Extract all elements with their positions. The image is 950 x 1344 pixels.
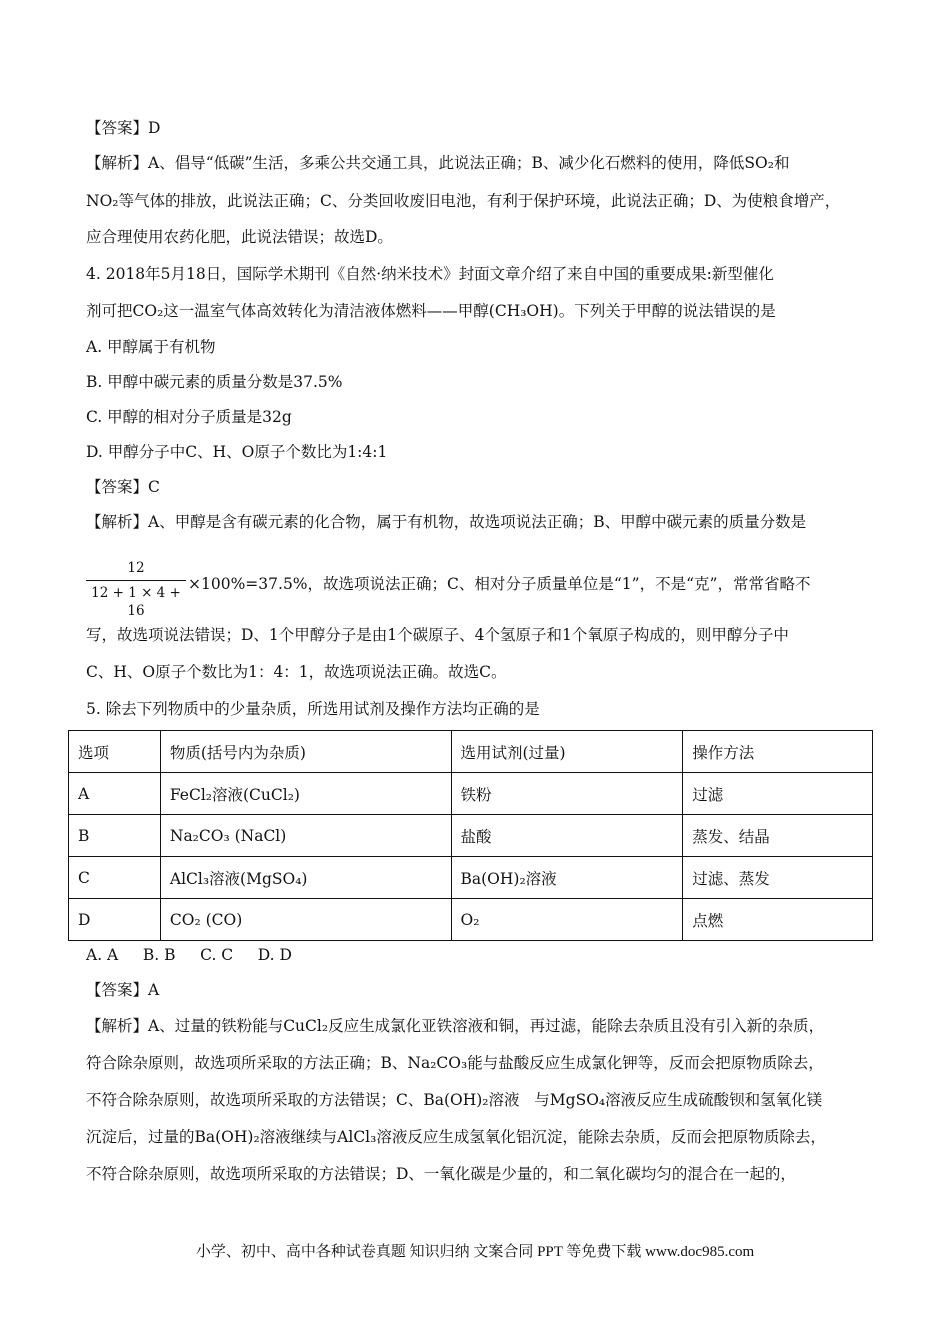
table-cell: O₂ — [451, 899, 683, 941]
options-5: A. A B. B C. C D. D — [86, 946, 292, 964]
table-row — [69, 815, 873, 857]
table-cell: CO₂ (CO) — [160, 899, 451, 941]
analysis-4-line4: C、H、O原子个数比为1：4：1，故选项说法正确。故选C。 — [86, 663, 507, 681]
table-cell: 选项 — [69, 731, 161, 773]
table-cell: Na₂CO₃ (NaCl) — [160, 815, 451, 857]
table-cell: 过滤 — [683, 773, 873, 815]
analysis-3-line3: 应合理使用农药化肥，此说法错误；故选D。 — [86, 228, 393, 246]
table-cell: 点燃 — [683, 899, 873, 941]
table-header-row — [69, 731, 873, 773]
answer-4: 【答案】C — [86, 478, 160, 496]
table-cell: AlCl₃溶液(MgSO₄) — [160, 857, 451, 899]
answer-3: 【答案】D — [86, 119, 161, 137]
table-cell: Ba(OH)₂溶液 — [451, 857, 683, 899]
table-cell: D — [69, 899, 161, 941]
table-cell: FeCl₂溶液(CuCl₂) — [160, 773, 451, 815]
analysis-3-line1: 【解析】A、倡导“低碳”生活，多乘公共交通工具，此说法正确；B、减少化石燃料的使用，降低SO₂和 — [86, 154, 790, 172]
table-row — [69, 773, 873, 815]
mass-fraction-formula — [86, 558, 186, 620]
options-table — [68, 730, 873, 941]
analysis-4-line1: 【解析】A、甲醇是含有碳元素的化合物，属于有机物，故选项说法正确；B、甲醇中碳元素的质量分数是 — [86, 513, 807, 531]
table-cell: 铁粉 — [451, 773, 683, 815]
analysis-5-line3: 不符合除杂原则，故选项所采取的方法错误；C、Ba(OH)₂溶液 与MgSO₄溶液反应生成硫酸钡和氢氧化镁 — [86, 1091, 823, 1109]
analysis-5-line4: 沉淀后，过量的Ba(OH)₂溶液继续与AlCl₃溶液反应生成氢氧化铝沉淀，能除去杂质，反而会把原物质除去， — [86, 1128, 826, 1146]
answer-5: 【答案】A — [86, 981, 160, 999]
table-cell: 过滤、蒸发 — [683, 857, 873, 899]
analysis-5-line5: 不符合除杂原则，故选项所采取的方法错误；D、一氧化碳是少量的，和二氧化碳均匀的混合在一起的， — [86, 1165, 796, 1183]
option-4c: C. 甲醇的相对分子质量是32g — [86, 408, 292, 426]
formula-denominator: 12 + 1 × 4 + 16 — [91, 585, 181, 619]
analysis-5-line1: 【解析】A、过量的铁粉能与CuCl₂反应生成氯化亚铁溶液和铜，再过滤，能除去杂质且没有引入新的杂质， — [86, 1017, 825, 1035]
table-cell: 物质(括号内为杂质) — [160, 731, 451, 773]
question-4-line2: 剂可把CO₂这一温室气体高效转化为清洁液体燃料——甲醇(CH₃OH)。下列关于甲醇的说法错误的是 — [86, 302, 776, 320]
page-footer: 小学、初中、高中各种试卷真题 知识归纳 文案合同 PPT 等免费下载 www.doc985.com — [195, 1244, 755, 1260]
option-4d: D. 甲醇分子中C、H、O原子个数比为1:4:1 — [86, 443, 388, 461]
table-row — [69, 857, 873, 899]
table-cell: 选用试剂(过量) — [451, 731, 683, 773]
table-row — [69, 899, 873, 941]
question-4-line1: 4. 2018年5月18日，国际学术期刊《自然·纳米技术》封面文章介绍了来自中国的重要成果:新型催化 — [86, 265, 774, 283]
table-cell: 操作方法 — [683, 731, 873, 773]
option-4a: A. 甲醇属于有机物 — [86, 338, 216, 356]
table-cell: B — [69, 815, 161, 857]
analysis-4-line2: ×100%=37.5%，故选项说法正确；C、相对分子质量单位是“1”，不是“克”，常常省略不 — [188, 575, 811, 593]
table-cell: 蒸发、结晶 — [683, 815, 873, 857]
fraction-bar — [86, 580, 186, 581]
analysis-4-line3: 写，故选项说法错误；D、1个甲醇分子是由1个碳原子、4个氢原子和1个氧原子构成的，则甲醇分子中 — [86, 626, 789, 644]
table-cell: 盐酸 — [451, 815, 683, 857]
formula-numerator: 12 — [127, 560, 145, 576]
question-5: 5. 除去下列物质中的少量杂质，所选用试剂及操作方法均正确的是 — [86, 700, 540, 718]
analysis-5-line2: 符合除杂原则，故选项所采取的方法正确；B、Na₂CO₃能与盐酸反应生成氯化钾等，反而会把原物质除去， — [86, 1054, 824, 1072]
option-4b: B. 甲醇中碳元素的质量分数是37.5% — [86, 373, 343, 391]
table-cell: C — [69, 857, 161, 899]
analysis-3-line2: NO₂等气体的排放，此说法正确；C、分类回收废旧电池，有利于保护环境，此说法正确；D、为使粮食增产， — [86, 192, 841, 210]
table-cell: A — [69, 773, 161, 815]
